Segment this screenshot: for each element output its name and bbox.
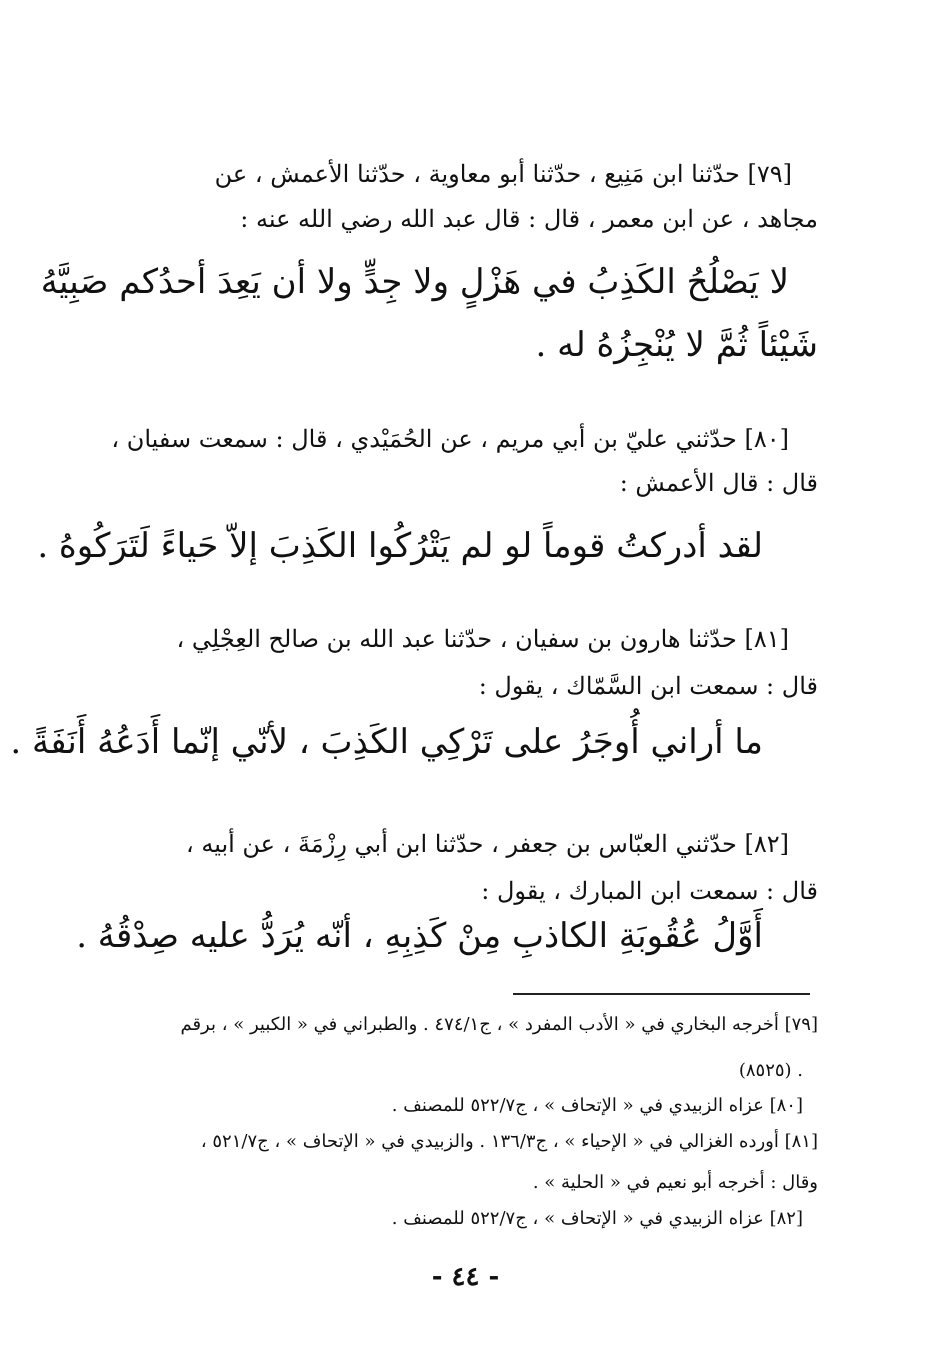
entry-82-saying: أَوَّلُ عُقُوبَةِ الكاذبِ مِنْ كَذِبِهِ ، أنّه يُرَدُّ عليه صِدْقُهُ .: [76, 916, 763, 956]
footnote-80: [٨٠] عزاه الزبيدي في « الإتحاف » ، ج٥٢٢/٧ للمصنف .: [391, 1095, 803, 1116]
footnote-81-line-2: وقال : أخرجه أبو نعيم في « الحلية » .: [532, 1172, 818, 1193]
entry-82-narration-line-2: قال : سمعت ابن المبارك ، يقول :: [481, 877, 818, 905]
entry-79-saying-line-1: لا يَصْلُحُ الكَذِبُ في هَزْلٍ ولا جِدٍّ ولا أن يَعِدَ أحدُكم صَبِيَّهُ: [40, 262, 789, 302]
entry-80-saying: لقد أدركتُ قوماً لو لم يَتْرُكُوا الكَذِبَ إلاّ حَياءً لَتَرَكُوهُ .: [37, 526, 763, 566]
entry-82-narration-line-1: [٨٢] حدّثني العبّاس بن جعفر ، حدّثنا ابن أبي رِزْمَةَ ، عن أبيه ،: [185, 830, 789, 858]
entry-79-narration-line-2: مجاهد ، عن ابن معمر ، قال : قال عبد الله رضي الله عنه :: [240, 205, 818, 233]
entry-81-narration-line-2: قال : سمعت ابن السَّمّاك ، يقول :: [478, 672, 818, 700]
page-number: - ٤٤ -: [431, 1262, 500, 1292]
entry-79-saying-line-2: شَيْئاً ثُمَّ لا يُنْجِزُهُ له .: [535, 325, 818, 365]
footnote-separator: [513, 993, 810, 995]
footnote-79-line-2: (٨٥٢٥) .: [738, 1060, 803, 1081]
entry-79-narration-line-1: [٧٩] حدّثنا ابن مَنِيع ، حدّثنا أبو معاوية ، حدّثنا الأعمش ، عن: [214, 160, 792, 188]
entry-81-narration-line-1: [٨١] حدّثنا هارون بن سفيان ، حدّثنا عبد الله بن صالح العِجْلِي ،: [176, 625, 789, 653]
footnote-79-line-1: [٧٩] أخرجه البخاري في « الأدب المفرد » ، ج٤٧٤/١ . والطبراني في « الكبير » ، برقم: [180, 1014, 818, 1035]
footnote-81-line-1: [٨١] أورده الغزالي في « الإحياء » ، ج١٣٦/٣ . والزبيدي في « الإتحاف » ، ج٥٢١/٧ ،: [200, 1131, 818, 1152]
entry-81-saying: ما أراني أُوجَرُ على تَرْكِي الكَذِبَ ، لأنّي إنّما أَدَعُهُ أَنَفَةً .: [10, 722, 763, 762]
entry-80-narration-line-1: [٨٠] حدّثني عليّ بن أبي مريم ، عن الحُمَيْدي ، قال : سمعت سفيان ،: [111, 425, 789, 453]
footnote-82: [٨٢] عزاه الزبيدي في « الإتحاف » ، ج٥٢٢/٧ للمصنف .: [391, 1208, 803, 1229]
entry-80-narration-line-2: قال : قال الأعمش :: [619, 469, 818, 497]
